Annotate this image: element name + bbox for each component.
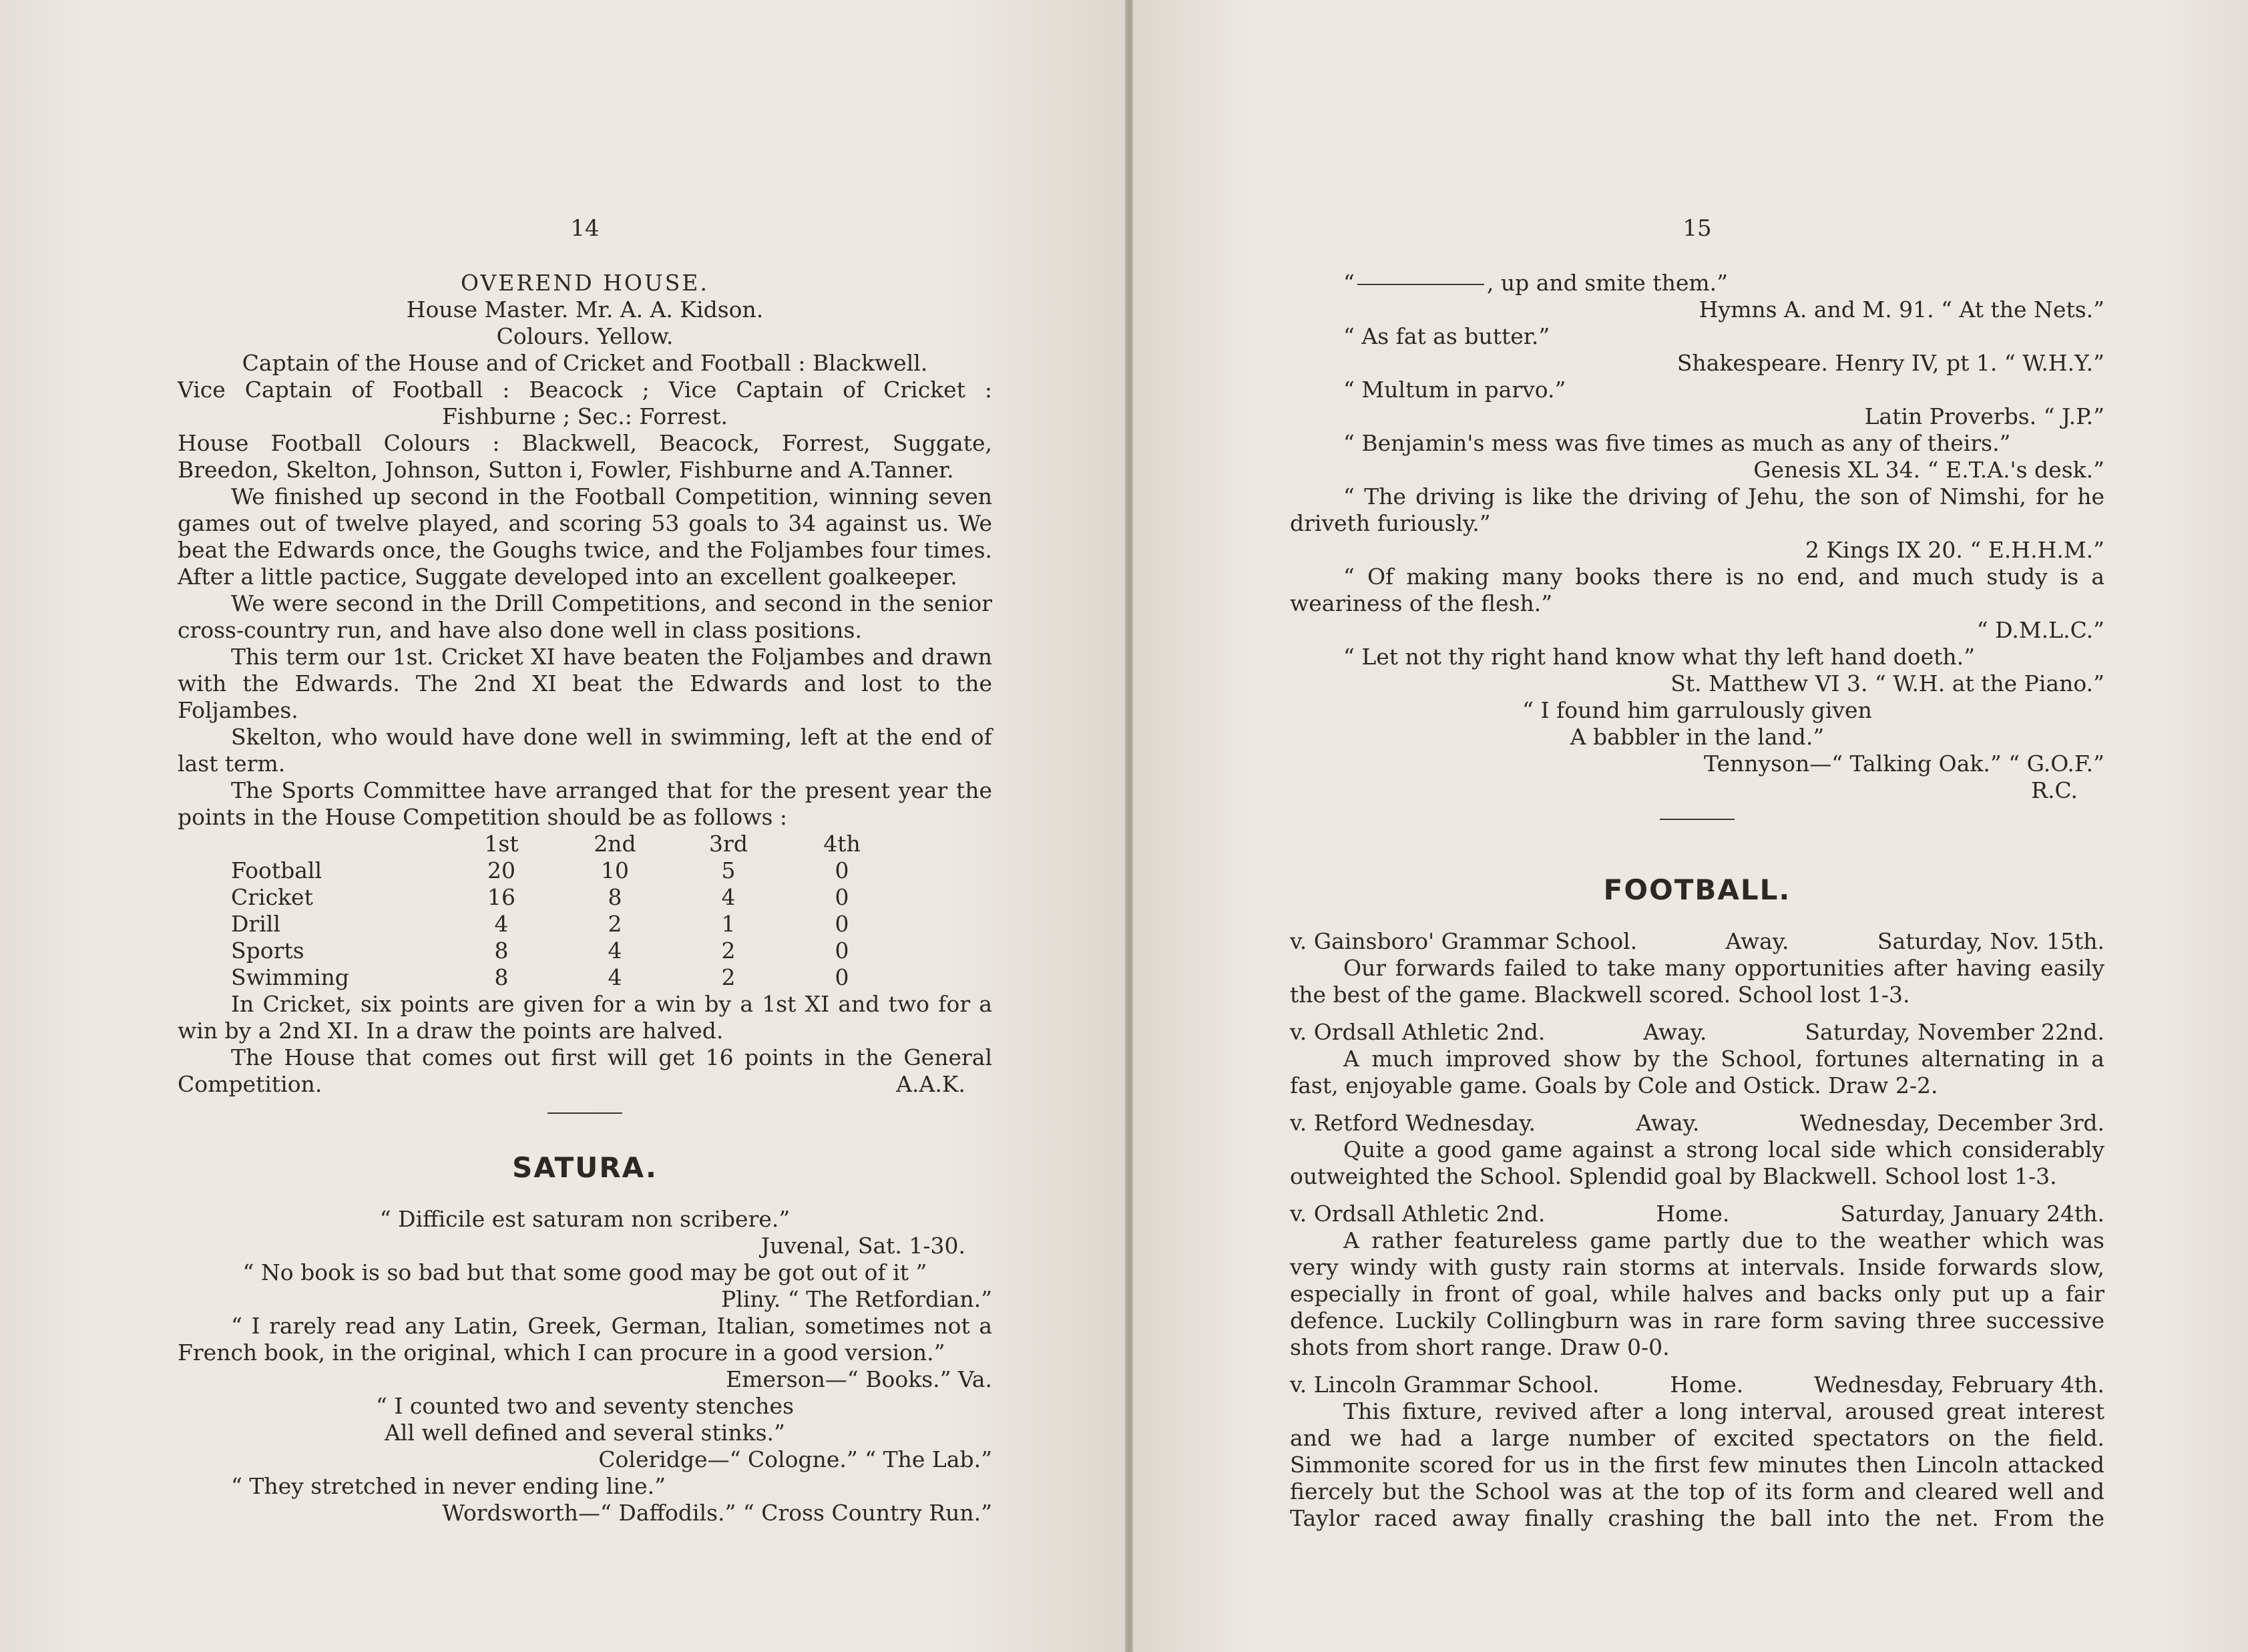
match-venue: Away. xyxy=(1636,1110,1700,1136)
match-header xyxy=(1290,928,2104,955)
quote-8-line-2: A babbler in the land.” xyxy=(1570,724,1825,750)
match-report: Our forwards failed to take many opportunities after having easily the best of the game. Blackwell scored. School lost 1-3. xyxy=(1290,955,2104,1008)
quote-7-source: St. Matthew VI 3. “ W.H. at the Piano.” xyxy=(1670,670,2104,696)
satura-source-5: Wordsworth—“ Daffodils.” “ Cross Country Run.” xyxy=(442,1500,992,1526)
points-label: Sports xyxy=(231,938,304,964)
right-page xyxy=(1133,0,2248,1652)
match-header xyxy=(1290,1201,2104,1227)
match-opponent: v. Gainsboro' Grammar School. xyxy=(1290,928,1638,954)
match-date: Wednesday, December 3rd. xyxy=(1799,1110,2104,1136)
points-value: 16 xyxy=(487,884,515,910)
points-value: 8 xyxy=(608,884,622,910)
match-opponent: v. Retford Wednesday. xyxy=(1290,1110,1536,1136)
table-row xyxy=(231,938,899,964)
match-venue: Home. xyxy=(1670,1372,1744,1398)
quote-1-open: “ xyxy=(1343,270,1355,296)
vice-captain-line-2: Fishburne ; Sec.: Forrest. xyxy=(441,403,728,429)
satura-quote-4-line-2: All well defined and several stinks.” xyxy=(385,1420,785,1446)
vice-captain-line-1: Vice Captain of Football : Beacock ; Vice Captain of Cricket : xyxy=(178,377,992,403)
match-report: Quite a good game against a strong local side which considerably outweighted the School. Splendid goal by Blackwell. School lost 1-3. xyxy=(1290,1137,2104,1189)
points-value: 8 xyxy=(494,938,509,964)
satura-source-3: Emerson—“ Books.” Va. xyxy=(726,1366,992,1392)
match-venue: Away. xyxy=(1643,1019,1707,1045)
points-header-3rd: 3rd xyxy=(709,831,748,857)
points-value: 0 xyxy=(835,911,849,937)
points-header-4th: 4th xyxy=(823,831,861,857)
list-item xyxy=(1290,1019,2104,1099)
right-column xyxy=(1290,215,2104,1532)
points-value: 5 xyxy=(721,857,736,883)
points-header-2nd: 2nd xyxy=(594,831,636,857)
match-report: A much improved show by the School, fortunes alternating in a fast, enjoyable game. Goals by Cole and Ostick. Draw 2-2. xyxy=(1290,1046,2104,1098)
captain-line: Captain of the House and of Cricket and Football : Blackwell. xyxy=(242,350,928,376)
match-report: This fixture, revived after a long interval, aroused great interest and we had a large number of excited spectators on the field. Simmonite scored for us in the first few minutes then Lincoln attacked fiercely but the School was at the top of its form and cleared well and Taylor raced away finally crashing the ball into the net. From the xyxy=(1290,1398,2104,1531)
table-row xyxy=(231,964,899,991)
match-opponent: v. Ordsall Athletic 2nd. xyxy=(1290,1019,1546,1045)
points-value: 4 xyxy=(608,964,622,990)
match-date: Wednesday, February 4th. xyxy=(1814,1372,2104,1398)
match-header xyxy=(1290,1110,2104,1137)
house-colours: Colours. Yellow. xyxy=(496,323,674,349)
points-value: 8 xyxy=(494,964,509,990)
quote-8-line-1: “ I found him garrulously given xyxy=(1522,697,1872,723)
satura-source-1: Juvenal, Sat. 1-30. xyxy=(760,1233,965,1259)
satura-quote-4-line-1: “ I counted two and seventy stenches xyxy=(375,1393,795,1419)
match-venue: Home. xyxy=(1656,1201,1730,1227)
overend-para-2: We were second in the Drill Competitions, and second in the senior cross-country run, and have also done well in class positions. xyxy=(178,590,992,643)
book-gutter xyxy=(1125,0,1133,1652)
points-value: 10 xyxy=(601,857,629,883)
satura-quote-5: “ They stretched in never ending line.” xyxy=(231,1473,666,1499)
quote-1-source: Hymns A. and M. 91. “ At the Nets.” xyxy=(1699,296,2104,323)
points-value: 0 xyxy=(835,857,849,883)
overend-para-6: In Cricket, six points are given for a win by a 1st XI and two for a win by a 2nd XI. In a draw the points are halved. xyxy=(178,991,992,1044)
overend-signature: A.A.K. xyxy=(896,1071,965,1097)
points-value: 2 xyxy=(608,911,622,937)
overend-para-4: Skelton, who would have done well in swimming, left at the end of last term. xyxy=(178,724,992,777)
house-master: House Master. Mr. A. A. Kidson. xyxy=(406,296,764,323)
match-report: A rather featureless game partly due to the weather which was very windy with gusty rain storms at intervals. Inside forwards slow, especially in front of goal, while halves and backs only put up a fair defence. Luckily Collingburn was in rare form saving three successive shots from short range. Draw 0-0. xyxy=(1290,1227,2104,1360)
football-colours-para: House Football Colours : Blackwell, Beacock, Forrest, Suggate, Breedon, Skelton, Johnson, Sutton i, Fowler, Fishburne and A.Tanner. xyxy=(178,430,992,483)
blank-rule xyxy=(1357,284,1484,285)
match-header xyxy=(1290,1019,2104,1046)
overend-para-1: We finished up second in the Football Competition, winning seven games out of twelve played, and scoring 53 goals to 34 against us. We beat the Edwards once, the Goughs twice, and the Foljambes four times. After a little pactice, Suggate developed into an excellent goalkeeper. xyxy=(178,483,992,590)
page-number-left: 14 xyxy=(570,215,600,242)
points-table-header xyxy=(231,831,899,857)
football-title: FOOTBALL. xyxy=(1603,873,1791,906)
points-value: 20 xyxy=(487,857,515,883)
quote-2-source: Shakespeare. Henry IV, pt 1. “ W.H.Y.” xyxy=(1676,350,2104,376)
quote-6: “ Of making many books there is no end, and much study is a weariness of the flesh.” xyxy=(1290,564,2104,616)
table-row xyxy=(231,911,899,938)
points-header-1st: 1st xyxy=(484,831,519,857)
quote-7: “ Let not thy right hand know what thy left hand doeth.” xyxy=(1343,644,1975,670)
satura-quote-1: “ Difficile est saturam non scribere.” xyxy=(379,1206,791,1232)
list-item xyxy=(1290,1372,2104,1532)
list-item xyxy=(1290,928,2104,1008)
quote-6-source: “ D.M.L.C.” xyxy=(1976,617,2104,643)
match-opponent: v. Lincoln Grammar School. xyxy=(1290,1372,1600,1398)
points-label: Swimming xyxy=(231,964,349,990)
quote-4: “ Benjamin's mess was five times as much as any of theirs.” xyxy=(1343,430,2011,456)
match-venue: Away. xyxy=(1725,928,1789,954)
match-opponent: v. Ordsall Athletic 2nd. xyxy=(1290,1201,1546,1227)
overend-para-3: This term our 1st. Cricket XI have beaten the Foljambes and drawn with the Edwards. The 2nd XI beat the Edwards and lost to the Foljambes. xyxy=(178,644,992,723)
divider-rule xyxy=(547,1112,622,1114)
satura-quote-3: “ I rarely read any Latin, Greek, German, Italian, sometimes not a French book, in the original, which I can procure in a good version.” xyxy=(178,1313,992,1366)
quote-3: “ Multum in parvo.” xyxy=(1343,377,1566,403)
section-divider xyxy=(1290,804,2104,833)
points-label: Football xyxy=(231,857,322,883)
list-item xyxy=(1290,1110,2104,1190)
points-value: 4 xyxy=(721,884,736,910)
satura-source-2: Pliny. “ The Retfordian.” xyxy=(721,1286,992,1312)
points-value: 1 xyxy=(721,911,736,937)
satura-quote-2: “ No book is so bad but that some good may be got out of it ” xyxy=(242,1259,927,1285)
overend-para-5: The Sports Committee have arranged that for the present year the points in the House Competition should be as follows : xyxy=(178,777,992,830)
list-item xyxy=(1290,1201,2104,1361)
points-label: Cricket xyxy=(231,884,313,910)
match-header xyxy=(1290,1372,2104,1398)
overend-para-7: The House that comes out first will get 16 points in the General Competition. xyxy=(178,1044,992,1097)
divider-rule xyxy=(1660,819,1735,820)
section-divider xyxy=(178,1098,992,1127)
points-header-blank xyxy=(231,831,445,857)
quote-8-source: Tennyson—“ Talking Oak.” “ G.O.F.” xyxy=(1704,751,2104,777)
quote-1-rest: , up and smite them.” xyxy=(1486,270,1729,296)
points-value: 0 xyxy=(835,884,849,910)
points-value: 4 xyxy=(494,911,509,937)
points-value: 0 xyxy=(835,938,849,964)
satura-source-4: Coleridge—“ Cologne.” “ The Lab.” xyxy=(598,1446,992,1472)
overend-title: OVEREND HOUSE. xyxy=(461,270,709,296)
quote-3-source: Latin Proverbs. “ J.P.” xyxy=(1864,403,2104,429)
satura-title: SATURA. xyxy=(512,1151,658,1184)
points-value: 2 xyxy=(721,964,736,990)
points-value: 0 xyxy=(835,964,849,990)
match-date: Saturday, January 24th. xyxy=(1840,1201,2104,1227)
match-date: Saturday, Nov. 15th. xyxy=(1877,928,2104,954)
quote-5-source: 2 Kings IX 20. “ E.H.H.M.” xyxy=(1805,537,2104,563)
left-column xyxy=(178,215,992,1526)
table-row xyxy=(231,857,899,884)
points-value: 4 xyxy=(608,938,622,964)
match-date: Saturday, November 22nd. xyxy=(1805,1019,2104,1045)
quote-2: “ As fat as butter.” xyxy=(1343,323,1550,349)
match-list xyxy=(1290,928,2104,1532)
quote-4-source: Genesis XL 34. “ E.T.A.'s desk.” xyxy=(1753,457,2104,483)
page-number-right: 15 xyxy=(1682,215,1712,242)
points-value: 2 xyxy=(721,938,736,964)
points-label: Drill xyxy=(231,911,280,937)
quote-5: “ The driving is like the driving of Jehu, the son of Nimshi, for he driveth furiously.” xyxy=(1290,483,2104,536)
table-row xyxy=(231,884,899,911)
quotes-signature: R.C. xyxy=(2031,777,2078,803)
points-table xyxy=(231,831,899,991)
quote-1 xyxy=(1343,270,2104,296)
